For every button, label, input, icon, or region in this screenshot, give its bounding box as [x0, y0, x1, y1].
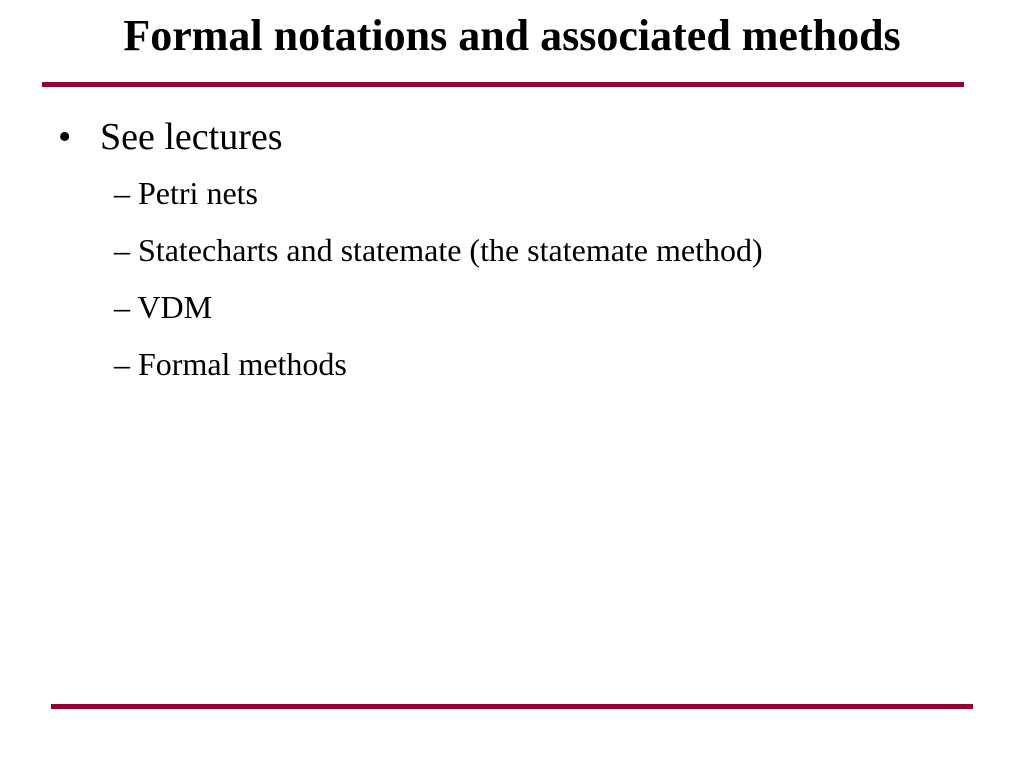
sub-bullet-list: [114, 174, 763, 402]
sub-bullet-item: – Formal methods: [114, 346, 347, 382]
sub-bullet-item: – VDM: [114, 289, 213, 325]
slide-title: Formal notations and associated methods: [123, 11, 901, 60]
bullet-list: [58, 112, 283, 162]
sub-bullet-item: – Statecharts and statemate (the statemate method): [114, 232, 763, 268]
footer-divider: [51, 704, 973, 709]
title-divider: [42, 82, 964, 87]
bullet-item: [58, 112, 283, 162]
bullet-text: See lectures: [100, 116, 283, 158]
bullet-marker: •: [58, 116, 72, 158]
sub-bullet-item: – Petri nets: [114, 175, 258, 211]
